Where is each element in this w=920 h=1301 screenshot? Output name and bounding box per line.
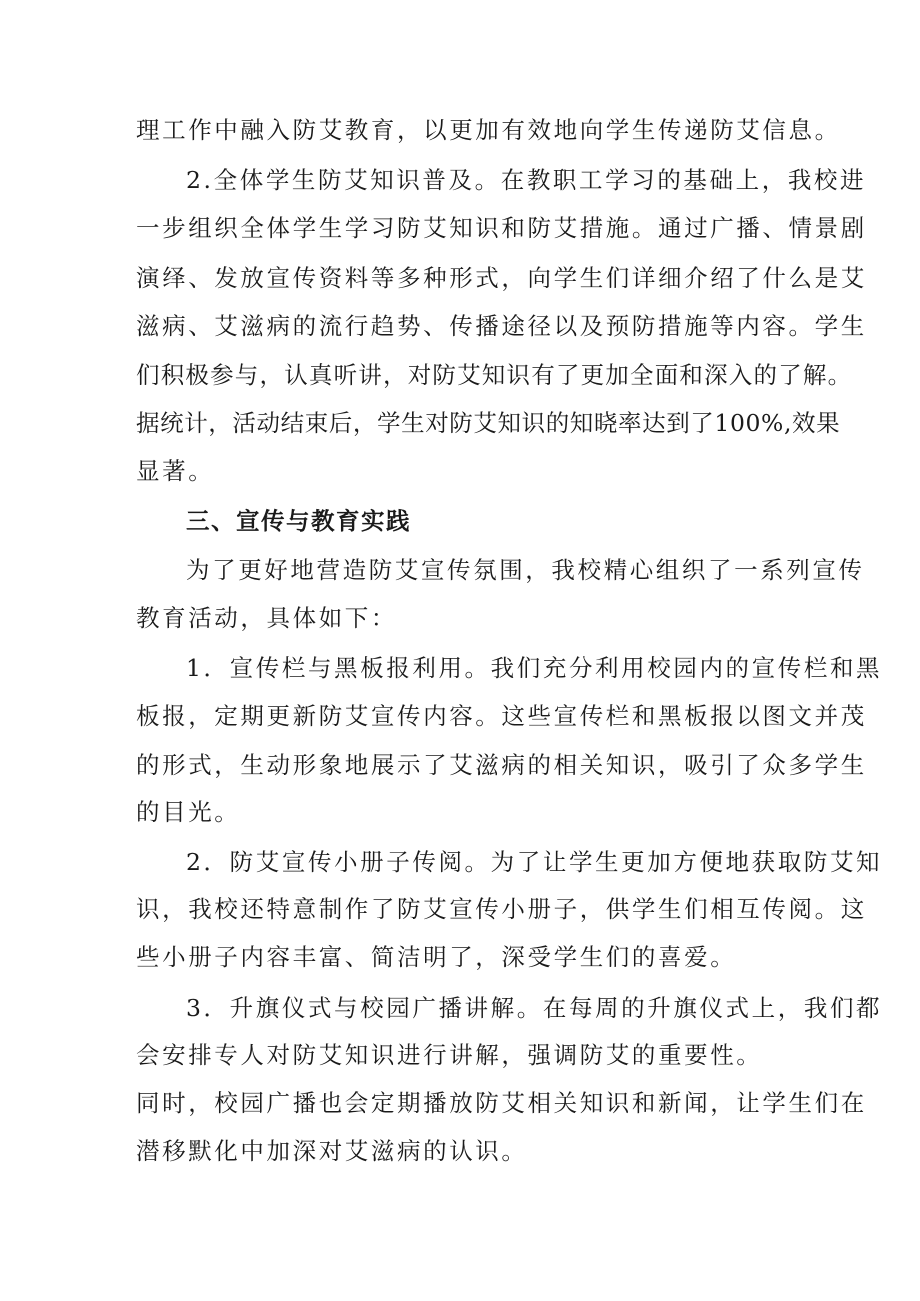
text-line: 的目光。 (136, 798, 241, 826)
text-line: 据统计，活动结束后，学生对防艾知识的知晓率达到了100%,效果 (136, 409, 841, 437)
text-line: 些小册子内容丰富、简洁明了，深受学生们的喜爱。 (136, 943, 737, 971)
text-line: 2.全体学生防艾知识普及。在教职工学习的基础上，我校进 (186, 166, 867, 194)
text-line: 演绎、发放宣传资料等多种形式，向学生们详细介绍了什么是艾 (136, 264, 867, 292)
text-line: 同时，校园广播也会定期播放防艾相关知识和新闻，让学生们在 (136, 1089, 867, 1117)
text-line: 1．宣传栏与黑板报利用。我们充分利用校园内的宣传栏和黑 (186, 654, 883, 682)
text-line: 显著。 (136, 457, 215, 485)
text-line: 一步组织全体学生学习防艾知识和防艾措施。通过广播、情景剧 (136, 214, 867, 242)
text-line: 2．防艾宣传小册子传阅。为了让学生更加方便地获取防艾知 (186, 848, 883, 876)
text-line: 滋病、艾滋病的流行趋势、传播途径以及预防措施等内容。学生 (136, 312, 867, 340)
text-line: 的形式，生动形象地展示了艾滋病的相关知识，吸引了众多学生 (136, 751, 867, 779)
text-line: 板报，定期更新防艾宣传内容。这些宣传栏和黑板报以图文并茂 (136, 702, 867, 730)
text-line: 教育活动，具体如下： (136, 604, 397, 632)
section-heading: 三、宣传与教育实践 (186, 507, 411, 535)
text-line: 为了更好地营造防艾宣传氛围，我校精心组织了一系列宣传 (186, 556, 865, 584)
text-line: 们积极参与，认真听讲，对防艾知识有了更加全面和深入的了解。 (136, 361, 853, 389)
text-line: 会安排专人对防艾知识进行讲解，强调防艾的重要性。 (136, 1041, 763, 1069)
text-line: 理工作中融入防艾教育，以更加有效地向学生传递防艾信息。 (136, 116, 841, 144)
text-line: 识，我校还特意制作了防艾宣传小册子，供学生们相互传阅。这 (136, 895, 867, 923)
text-line: 潜移默化中加深对艾滋病的认识。 (136, 1137, 528, 1165)
text-line: 3．升旗仪式与校园广播讲解。在每周的升旗仪式上，我们都 (186, 994, 883, 1022)
